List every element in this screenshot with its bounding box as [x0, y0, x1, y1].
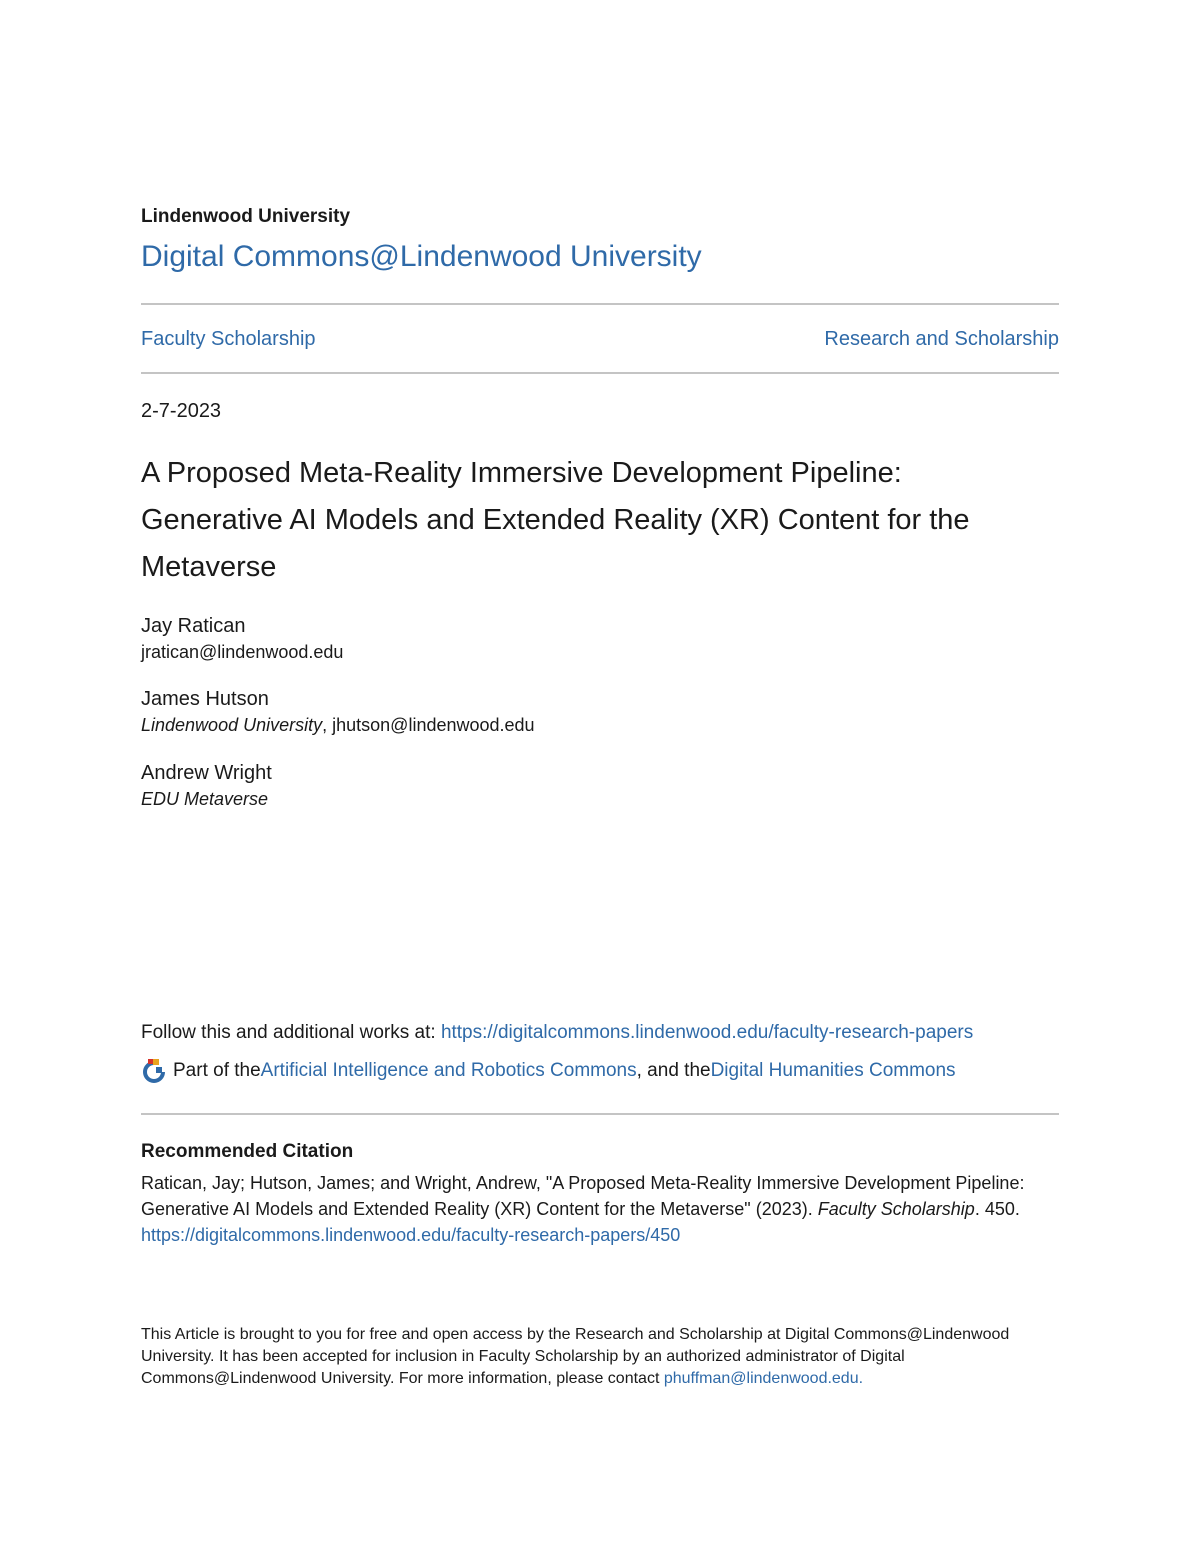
- cover-page: [141, 0, 1059, 1553]
- author-detail: [141, 786, 272, 812]
- author-affiliation: Lindenwood University: [141, 715, 323, 735]
- author-detail: [141, 639, 343, 665]
- author-name: Jay Ratican: [141, 615, 246, 637]
- author-block: [141, 760, 272, 812]
- divider-citation: [141, 1113, 1059, 1115]
- author-name: Andrew Wright: [141, 762, 272, 784]
- faculty-scholarship-link[interactable]: Faculty Scholarship: [141, 328, 316, 350]
- publication-date: 2-7-2023: [141, 400, 222, 422]
- author-detail: [141, 712, 535, 738]
- follow-prefix: Follow this and additional works at:: [141, 1022, 441, 1043]
- author-separator: ,: [322, 715, 333, 735]
- article-title: A Proposed Meta-Reality Immersive Development Pipeline: Generative AI Models and Extended Reality (XR) Content for the Metaverse: [141, 457, 970, 583]
- ai-robotics-commons-link[interactable]: Artificial Intelligence and Robotics Commons: [260, 1060, 637, 1081]
- citation-text: Ratican, Jay; Hutson, James; and Wright, Andrew, "A Proposed Meta-Reality Immersive Development Pipeline: Generative AI Models and Extended Reality (XR) Content for the Metaverse" (2023).: [141, 1173, 1025, 1219]
- citation-heading: Recommended Citation: [141, 1141, 354, 1162]
- bepress-commons-icon: [141, 1058, 167, 1084]
- divider-top: [141, 303, 1059, 305]
- follow-line: [141, 1022, 973, 1044]
- part-of-line: [141, 1058, 956, 1084]
- part-of-prefix: Part of the: [173, 1060, 261, 1081]
- notice-text: This Article is brought to you for free and open access by the Research and Scholarship at Digital Commons@Lindenwood University. It has been accepted for inclusion in Faculty Scholarship by an authorized administrator of Digital Commons@Lindenwood University. For more information, please contact: [141, 1326, 1010, 1387]
- institution-name: Lindenwood University: [141, 206, 351, 227]
- contact-email-link[interactable]: phuffman@lindenwood.edu: [663, 1370, 859, 1387]
- follow-url-link[interactable]: https://digitalcommons.lindenwood.edu/faculty-research-papers: [440, 1022, 974, 1043]
- notice-end: .: [858, 1370, 864, 1387]
- research-scholarship-link[interactable]: Research and Scholarship: [824, 328, 1059, 350]
- author-block: [141, 613, 343, 665]
- part-of-middle: , and the: [636, 1060, 711, 1081]
- divider-nav: [141, 372, 1059, 374]
- collection-nav: [141, 328, 1059, 351]
- author-affiliation: EDU Metaverse: [141, 789, 269, 809]
- citation-url-link[interactable]: https://digitalcommons.lindenwood.edu/faculty-research-papers/450: [141, 1225, 681, 1245]
- citation-body: [141, 1170, 1041, 1248]
- citation-number: . 450.: [974, 1199, 1020, 1219]
- repository-link[interactable]: Digital Commons@Lindenwood University: [141, 240, 702, 273]
- author-email: jhutson@lindenwood.edu: [332, 715, 535, 735]
- digital-humanities-commons-link[interactable]: Digital Humanities Commons: [710, 1060, 956, 1081]
- author-email: jratican@lindenwood.edu: [141, 642, 344, 662]
- author-name: James Hutson: [141, 688, 269, 710]
- citation-series: Faculty Scholarship: [817, 1199, 975, 1219]
- access-notice: [141, 1324, 1011, 1390]
- author-block: [141, 686, 535, 738]
